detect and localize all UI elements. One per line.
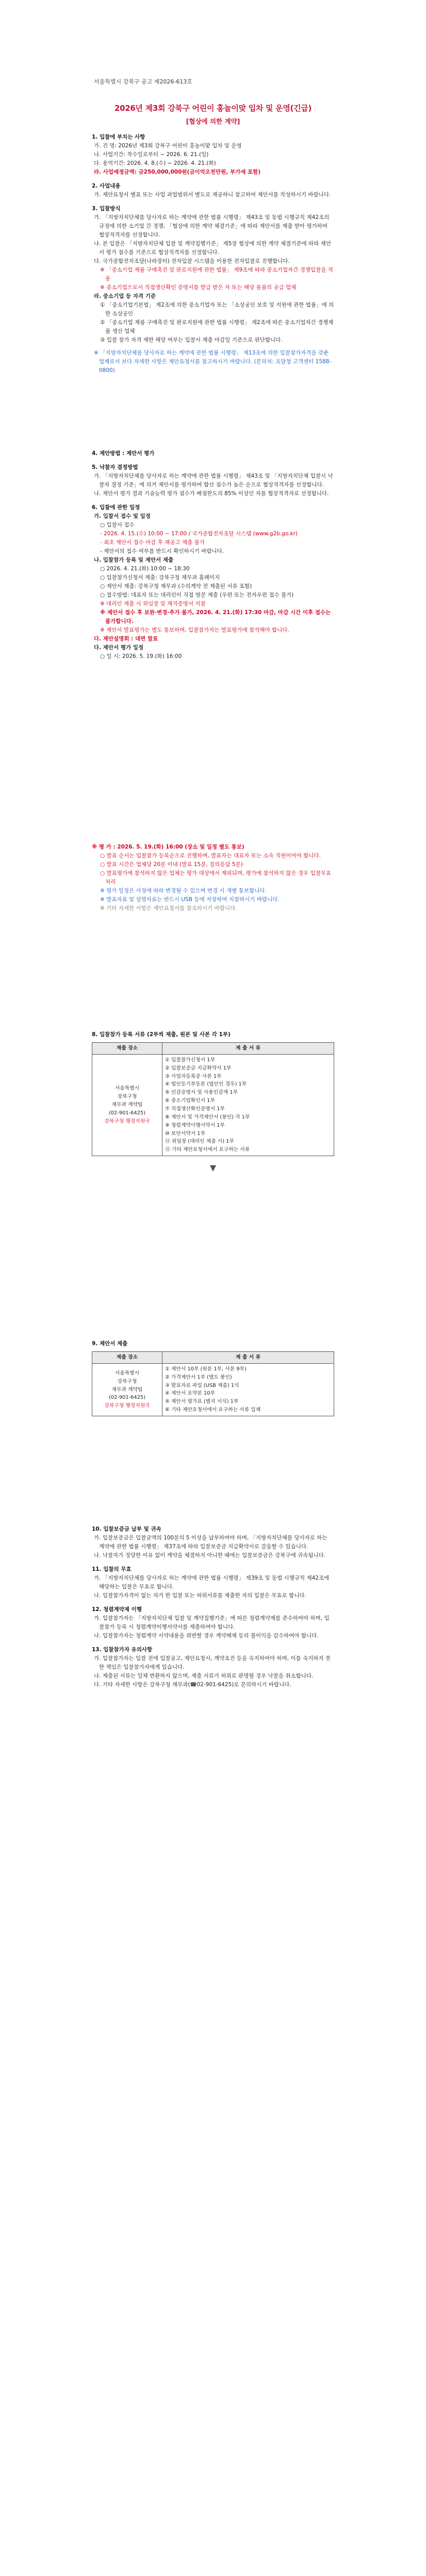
page-title: 2026년 제3회 강북구 어린이 홍놀이맞 입차 및 운영(긴급) [114,104,312,113]
doc-item: ⑤ 인감증명서 및 사용인감계 1부 [165,1090,238,1096]
section-4-heading: 4. 제안방법 : 제안서 평가 [92,450,155,456]
docs-cell [162,1054,334,1156]
section-1-3 [92,133,334,375]
doc-item: ② 가격제안서 1부 (별도 봉인) [165,1374,232,1380]
eval-heading: ※ 평 가 : 2026. 5. 19.(화) 16:00 (장소 및 일정 별도 통보) [92,844,244,850]
list-item: 나. 본 입찰은 「지방자치단체 입찰 및 계약집행기준」 제5장 협상에 의한 계약 체결기준에 따라 제안서 평가 점수를 기준으로 협상적격자를 선정합니다. [94,241,331,256]
subheading: 다. 제안서 평가 일정 [94,645,144,651]
gray-note: ※ 기타 자세한 사항은 제안요청서를 참조하시기 바랍니다. [100,905,237,911]
section-9-heading: 9. 제안서 제출 [92,1341,128,1347]
title-block [77,102,349,127]
section-3-heading: 3. 입찰방식 [92,206,121,212]
doc-item: ④ 제안서 요약본 10부 [165,1391,215,1397]
doc-item: ⑤ 제안서 평가표 (별지 서식) 1부 [165,1399,239,1405]
list-item: 가. 입찰보증금은 입찰금액의 100분의 5 이상을 납부하여야 하며, 「지방자치단체를 당사자로 하는 계약에 관한 법률 시행령」 제37조에 따라 입찰보증금 지급확약서로 갈음할 수 있습니다. [94,1535,327,1550]
table-header: 제출 장소 [92,1043,162,1055]
doc-item: ① 입찰참가신청서 1부 [165,1057,215,1063]
list-item: 나. 입찰참가자는 청렴계약 서약내용을 위반할 경우 계약해제 등의 불이익을 감수하여야 합니다. [94,1633,319,1639]
location-line: 강북구청 [117,1378,137,1384]
doc-item: ③ 발표자료 파일 (USB 제출) 1식 [165,1382,239,1388]
section-10-13 [92,1525,334,1689]
subheading: 다. 제안설명회 : 대면 발표 [94,636,158,642]
table-header: 제출 장소 [92,1352,162,1364]
location-line: (02-901-6425) [109,1110,145,1116]
red-note: ※ 중소기업으로서 직접생산확인 증명서를 발급 받은 자 또는 해당 물품의 공급 업체 [100,284,297,291]
notice-number: 서울특별시 강북구 공고 제2026-613호 [94,78,192,85]
section-4-6 [92,449,334,661]
red-note: ○ 발표평가에 참석하지 않은 업체는 평가 대상에서 제외되며, 평가에 참석하지 않은 경우 입찰무효 처리 [100,870,332,885]
list-item: ○ 입찰참가신청서 제출: 강북구청 재무과 홈페이지 [100,574,220,581]
list-item: 다. 용역기간: 2026. 4. 8.(수) ~ 2026. 4. 21.(화) [94,160,216,166]
red-note: - 2026. 4. 15.(수) 10:00 ~ 17:00 / 국가종합전자조달 시스템 (www.g2b.go.kr) [100,531,298,537]
location-line: 서울특별시 [114,1086,140,1092]
list-item: 나. 제출된 서류는 일체 반환하지 않으며, 제출 서류가 허위로 판명될 경우 낙찰을 취소합니다. [94,1673,314,1679]
location-line: 강북구청 행정지원국 [104,1118,150,1124]
down-arrow-icon: ▼ [209,1163,217,1173]
table-header: 제 출 서 류 [162,1043,334,1055]
location-line: 강북구청 [117,1094,137,1100]
subheading: 라. 중소기업 등 자격 기준 [94,293,156,299]
budget-line: 라. 사업예정금액: 금250,000,000원(금이억오천만원, 부가세 포함) [94,169,261,175]
list-item: 나. 낙찰자가 정당한 이유 없이 계약을 체결하지 아니한 때에는 입찰보증금은 강북구에 귀속됩니다. [94,1552,326,1558]
doc-item: ⑨ 청렴계약이행서약서 1부 [165,1122,225,1128]
location-line: (02-901-6425) [109,1395,145,1401]
list-item: - 제안서의 접수 여부를 반드시 확인하시기 바랍니다. [100,548,224,554]
list-item: ○ 입찰서 접수 [100,522,135,528]
doc-item: ⑩ 보안서약서 1부 [165,1130,206,1137]
blue-note: ※ 발표자료 및 설명자료는 반드시 USB 등에 저장하여 지참하시기 바랍니다. [100,896,280,903]
list-item: 가. 제안요청서 별표 또는 사업 과업범위서 별도로 제공하니 참고하여 제안서를 작성하시기 바랍니다. [94,192,331,198]
doc-item: ⑥ 중소기업확인서 1부 [165,1098,215,1104]
red-note: ※ 제안서 접수 후 보완·변경·추가 불가, 2026. 4. 21.(화) 17:30 마감, 마감 시간 이후 접수는 불가합니다. [100,609,331,624]
list-item: 다. 국가종합전자조달(나라장터) 전자입찰 시스템을 이용한 전자입찰로 진행합니다. [94,258,290,264]
doc-item: ④ 법인등기부등본 (법인인 경우) 1부 [165,1081,247,1088]
submission-table-1 [92,1042,334,1156]
list-item: 가. 「지방자치단체를 당사자로 하는 계약에 관한 법률 시행령」 제39조 및 동법 시행규칙 제42조에 해당하는 입찰은 무효로 합니다. [94,1575,330,1590]
section-8 [92,1030,334,1180]
subheading: 가. 입찰서 접수 및 일정 [94,513,151,519]
subheading: 나. 입찰참가 등록 및 제안서 제출 [94,557,174,563]
red-note: ※ 제안서 발표평가는 별도 통보하며, 입찰참가자는 발표평가에 참석해야 합니다. [100,627,289,633]
doc-item: ⑫ 기타 제안요청서에서 요구하는 서류 [165,1147,250,1153]
red-note: ※ 「중소기업 제품 구매촉진 및 판로지원에 관한 법률」 제9조에 따라 중소기업자간 경쟁입찰을 적용 [100,267,333,282]
submission-table-2 [92,1351,334,1416]
section-2-heading: 2. 사업내용 [92,183,121,189]
location-line: 강북구청 행정지원국 [104,1403,150,1409]
location-line: 재무과 계약팀 [111,1386,143,1393]
list-item: ② 「중소기업 제품 구매촉진 및 판로지원에 관한 법률 시행령」 제2조에 따른 중소기업자간 경쟁제품 생산 업체 [100,319,334,334]
list-item: 나. 입찰참가자격이 없는 자가 한 입찰 또는 허위서류를 제출한 자의 입찰은 무효로 합니다. [94,1592,306,1599]
docs-cell [162,1363,334,1416]
section-10-heading: 10. 입찰보증금 납부 및 귀속 [92,1526,161,1532]
section-7 [92,843,334,913]
doc-item: ② 입찰보증금 지급확약서 1부 [165,1065,232,1071]
list-item: ○ 일 시: 2026. 5. 19.(화) 16:00 [100,653,182,659]
list-item: 가. 입찰참가자는 입찰 전에 입찰공고, 제안요청서, 계약조건 등을 숙지하여야 하며, 이를 숙지하지 못한 책임은 입찰참가자에게 있습니다. [94,1655,331,1670]
section-12-heading: 12. 청렴계약제 이행 [92,1606,142,1613]
doc-item: ⑥ 기타 제안요청서에서 요구하는 서류 일체 [165,1407,261,1413]
doc-item: ③ 사업자등록증 사본 1부 [165,1073,222,1079]
section-5-heading: 5. 낙찰자 결정방법 [92,464,138,470]
section-6-heading: 6. 입찰에 관한 일정 [92,504,140,511]
list-item: ③ 입찰 참가 자격 제한 해당 여부는 입찰서 제출 마감일 기준으로 판단합니다. [100,337,283,343]
section-13-heading: 13. 입찰참가자 유의사항 [92,1647,153,1653]
location-cell [92,1363,162,1416]
list-item: 가. 입찰참가자는 「지방자치단체 입찰 및 계약집행기준」에 따른 청렴계약제를 준수하여야 하며, 입찰참가 등록 시 청렴계약이행서약서를 제출하여야 합니다. [94,1615,330,1630]
blue-note: ※ 「지방자치단체를 당사자로 하는 계약에 관한 법률 시행령」 제13조에 의한 입찰참가자격을 갖춘 업체로서 보다 자세한 사항은 제안요청서를 참고하시기 바랍니다. (문의처: 조달청 고객센터 1588-0800) [94,350,332,374]
red-note: - 최초 제안서 접수 마감 후 재공고 제출 불가 [100,539,205,546]
blue-note: ※ 평가 일정은 사정에 따라 변경될 수 있으며 변경 시 개별 통보합니다. [100,888,267,894]
list-item: 가. 「지방자치단체를 당사자로 하는 계약에 관한 법률 시행령」 제43조 및 「지방자치단체 입찰시 낙찰자 결정 기준」에 의거 제안서를 평가하여 합산 점수가 높은 순으로 협상적격자를 선정합니다. [94,473,333,488]
list-item: 나. 제안서 평가 결과 기술능력 평가 점수가 배점한도의 85% 이상인 자를 협상적격자로 선정합니다. [94,490,329,497]
section-1-heading: 1. 입찰에 부치는 사항 [92,134,145,140]
doc-item: ⑧ 제안서 및 가격제안서 (봉인) 각 1부 [165,1114,250,1120]
table-header: 제 출 서 류 [162,1352,334,1364]
list-item: ○ 제안서 제출: 강북구청 재무과 (수의계약 전 제출된 서류 포함) [100,583,252,589]
list-item: ○ 2026. 4. 21.(화) 10:00 ~ 18:30 [100,566,190,572]
page-subtitle: [협상에 의한 계약] [186,117,240,126]
location-line: 서울특별시 [114,1370,140,1376]
list-item: ○ 접수방법: 대표자 또는 대리인이 직접 방문 제출 (우편 또는 전자우편 접수 불가) [100,592,294,598]
location-cell [92,1054,162,1156]
doc-item: ⑪ 위임장 (대리인 제출 시) 1부 [165,1139,234,1145]
list-item: ① 「중소기업기본법」 제2조에 의한 중소기업자 또는 「소상공인 보호 및 지원에 관한 법률」에 의한 소상공인 [100,302,334,317]
list-item: 가. 「지방자치단체를 당사자로 하는 계약에 관한 법률 시행령」 제43조 및 동법 시행규칙 제42조의 규정에 의한 소기업 간 경쟁, 「협상에 의한 계약 체결기준」에 따라 제안서를 제출 받아 평가하여 협상적격자를 선정합니다. [94,214,330,238]
doc-item: ① 제안서 10부 (원본 1부, 사본 9부) [165,1366,247,1372]
section-11-heading: 11. 입찰의 무효 [92,1566,132,1572]
list-item: 가. 건 명: 2026년 제3회 강북구 어린이 홍놀이맞 입차 및 운영 [94,143,242,149]
red-note: ○ 발표 시간은 업체당 20분 이내 (발표 15분, 질의응답 5분) [100,861,243,868]
section-9 [92,1340,334,1416]
location-line: 재무과 계약팀 [111,1102,143,1108]
doc-item: ⑦ 직접생산확인증명서 1부 [165,1106,225,1112]
red-note: ※ 대리인 제출 시 위임장 및 재직증명서 지참 [100,601,206,607]
red-note: ○ 발표 순서는 입찰참가 등록순으로 진행하며, 발표자는 대표자 또는 소속 직원이어야 합니다. [100,853,321,859]
list-item: 다. 기타 자세한 사항은 강북구청 재무과(☎02-901-6425)로 문의하시기 바랍니다. [94,1682,291,1688]
section-8-heading: 8. 입찰참가 등록 서류 (2부씩 제출, 원본 및 사본 각 1부) [92,1031,231,1038]
list-item: 나. 사업기간: 착수일로부터 ~ 2026. 6. 21.(일) [94,151,209,158]
